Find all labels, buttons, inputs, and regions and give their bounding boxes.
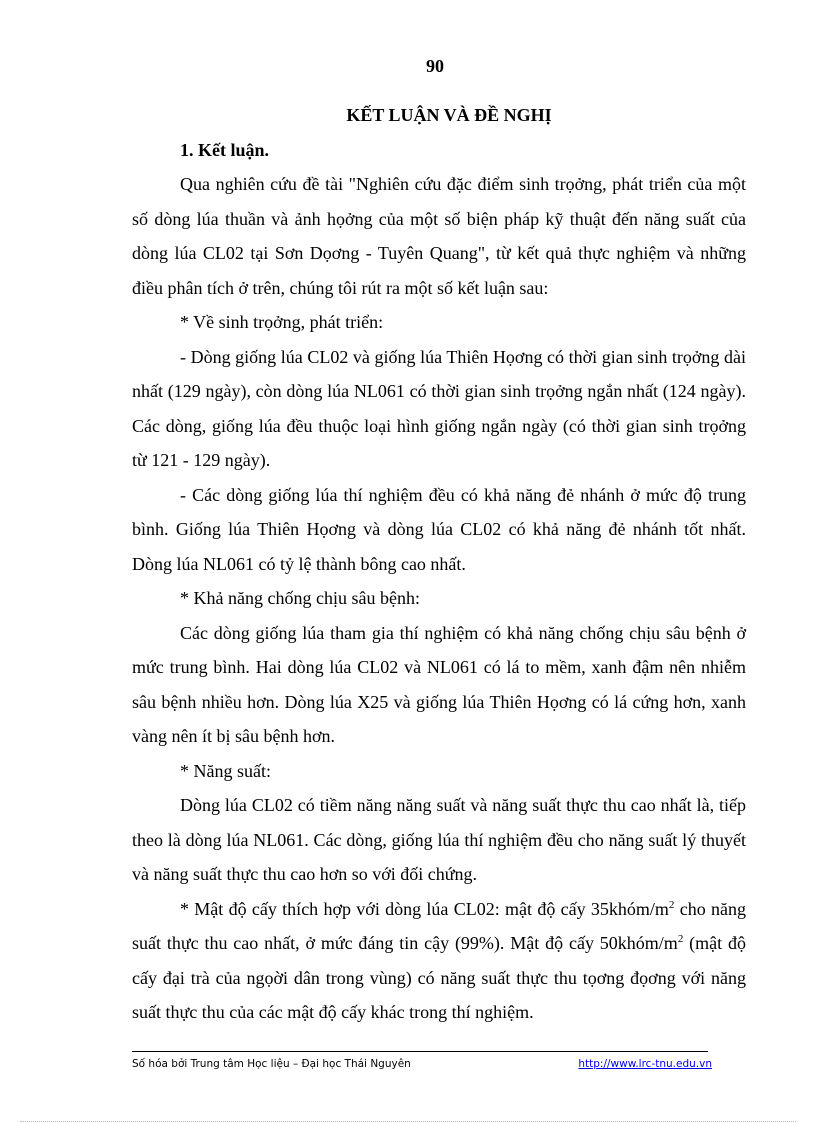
chapter-heading: KẾT LUẬN VÀ ĐỀ NGHỊ [346, 105, 552, 125]
paragraph-yield-heading: * Năng suất: [180, 760, 271, 781]
page-body [132, 98, 746, 1030]
paragraph-pest-resistance: Các dòng giống lúa tham gia thí nghiệm có khả năng chống chịu sâu bệnh ở mức trung bình. Hai dòng lúa CL02 và NL061 có lá to mềm, xanh đậm nên nhiễm sâu bệnh nhiều hơn. Dòng lúa X25 và giống lúa Thiên Họơng có lá cứng hơn, xanh vàng nên ít bị sâu bệnh hơn. [132, 622, 746, 746]
paragraph-growth-duration: - Dòng giống lúa CL02 và giống lúa Thiên Họơng có thời gian sinh trọởng dài nhất (129 ngày), còn dòng lúa NL061 có thời gian sinh trọởng ngắn nhất (124 ngày). Các dòng, giống lúa đều thuộc loại hình giống ngắn ngày (có thời gian sinh trọởng từ 121 - 129 ngày). [132, 346, 746, 470]
page-number: 90 [426, 56, 444, 76]
footer-link[interactable]: http://www.lrc-tnu.edu.vn [578, 1058, 712, 1070]
paragraph-density [132, 892, 746, 1030]
superscript-squared: 2 [668, 898, 675, 911]
paragraph-growth-heading: * Về sinh trọởng, phát triển: [180, 312, 384, 332]
paragraph-yield: Dòng lúa CL02 có tiềm năng năng suất và năng suất thực thu cao nhất là, tiếp theo là dòng lúa NL061. Các dòng, giống lúa thí nghiệm đều cho năng suất lý thuyết và năng suất thực thu cao hơn so với đối chứng. [132, 795, 746, 884]
footer-divider [132, 1051, 708, 1052]
paragraph-intro: Qua nghiên cứu đề tài "Nghiên cứu đặc điểm sinh trọởng, phát triển của một số dòng lúa thuần và ảnh họởng của một số biện pháp kỹ thuật đến năng suất của dòng lúa CL02 tại Sơn Dọơng - Tuyên Quang", từ kết quả thực nghiệm và những điều phân tích ở trên, chúng tôi rút ra một số kết luận sau: [132, 174, 746, 298]
paragraph-tillering: - Các dòng giống lúa thí nghiệm đều có khả năng đẻ nhánh ở mức độ trung bình. Giống lúa Thiên Họơng và dòng lúa CL02 có khả năng đẻ nhánh tốt nhất. Dòng lúa NL061 có tỷ lệ thành bông cao nhất. [132, 484, 746, 574]
footer-source: Số hóa bởi Trung tâm Học liệu – Đại học Thái Nguyên [132, 1058, 411, 1070]
superscript-squared: 2 [677, 933, 684, 945]
density-text-3: (mật độ cấy đại trà của ngọời dân trong vùng) có năng suất thực thu tọơng đọơng với năng suất thực thu của các mật độ cấy khác trong thí nghiệm. [132, 933, 746, 1022]
page-edge-divider [20, 1121, 796, 1122]
section-heading: 1. Kết luận. [180, 139, 270, 160]
density-text-2: cho năng suất thực thu cao nhất, ở mức đáng tin cậy (99%). Mật độ cấy 50khóm/m [132, 898, 747, 953]
density-text-1: * Mật độ cấy thích hợp với dòng lúa CL02: mật độ cấy 35khóm/m [180, 898, 669, 919]
paragraph-pest-heading: * Khả năng chống chịu sâu bệnh: [180, 588, 420, 608]
